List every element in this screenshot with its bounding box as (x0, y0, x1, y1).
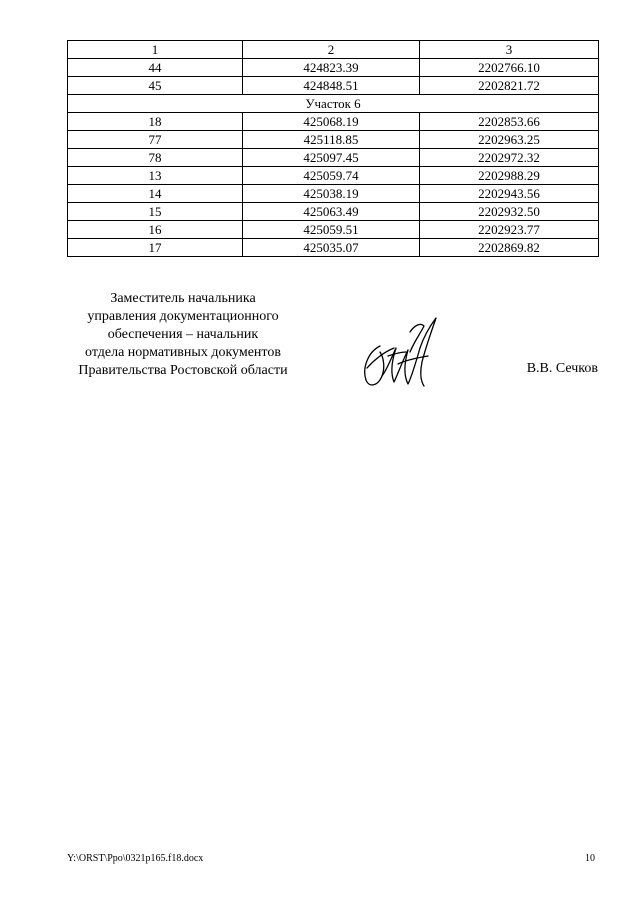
table-row (68, 167, 599, 185)
table-row (68, 221, 599, 239)
point-number-cell: 77 (68, 131, 243, 149)
point-number-cell: 13 (68, 167, 243, 185)
x-coordinate-cell: 425097.45 (243, 149, 420, 167)
point-number-cell: 16 (68, 221, 243, 239)
y-coordinate-cell: 2202869.82 (420, 239, 599, 257)
x-coordinate-cell: 425059.74 (243, 167, 420, 185)
signer-position-line: отдела нормативных документов (85, 345, 281, 360)
y-coordinate-cell: 2202821.72 (420, 77, 599, 95)
column-header-1: 1 (68, 41, 243, 59)
table-row (68, 77, 599, 95)
point-number-cell: 17 (68, 239, 243, 257)
table-row (68, 131, 599, 149)
table-header-row (68, 41, 599, 59)
y-coordinate-cell: 2202853.66 (420, 113, 599, 131)
table-row (68, 59, 599, 77)
signer-position (60, 290, 306, 380)
signer-position-line: обеспечения – начальник (107, 327, 259, 342)
y-coordinate-cell: 2202963.25 (420, 131, 599, 149)
point-number-cell: 78 (68, 149, 243, 167)
footer-file-path: Y:\ORST\Ppo\0321p165.f18.docx (67, 853, 204, 864)
y-coordinate-cell: 2202932.50 (420, 203, 599, 221)
x-coordinate-cell: 425063.49 (243, 203, 420, 221)
y-coordinate-cell: 2202923.77 (420, 221, 599, 239)
table-row (68, 239, 599, 257)
point-number-cell: 45 (68, 77, 243, 95)
point-number-cell: 18 (68, 113, 243, 131)
x-coordinate-cell: 425059.51 (243, 221, 420, 239)
column-header-2: 2 (243, 41, 420, 59)
point-number-cell: 15 (68, 203, 243, 221)
y-coordinate-cell: 2202972.32 (420, 149, 599, 167)
table-row (68, 203, 599, 221)
table-row (68, 185, 599, 203)
x-coordinate-cell: 425038.19 (243, 185, 420, 203)
y-coordinate-cell: 2202943.56 (420, 185, 599, 203)
column-header-3: 3 (420, 41, 599, 59)
coordinates-table (67, 40, 599, 257)
table-row (68, 113, 599, 131)
x-coordinate-cell: 425035.07 (243, 239, 420, 257)
signer-position-line: управления документационного (87, 309, 279, 324)
table-row (68, 149, 599, 167)
point-number-cell: 14 (68, 185, 243, 203)
signer-name: В.В. Сечков (526, 361, 598, 376)
x-coordinate-cell: 424848.51 (243, 77, 420, 95)
x-coordinate-cell: 425118.85 (243, 131, 420, 149)
y-coordinate-cell: 2202766.10 (420, 59, 599, 77)
x-coordinate-cell: 424823.39 (243, 59, 420, 77)
y-coordinate-cell: 2202988.29 (420, 167, 599, 185)
signer-position-line: Заместитель начальника (110, 291, 256, 306)
section-title: Участок 6 (68, 95, 599, 113)
x-coordinate-cell: 425068.19 (243, 113, 420, 131)
signer-position-line: Правительства Ростовской области (78, 363, 288, 378)
handwritten-signature (358, 312, 442, 394)
page-number: 10 (585, 853, 595, 864)
section-row (68, 95, 599, 113)
point-number-cell: 44 (68, 59, 243, 77)
